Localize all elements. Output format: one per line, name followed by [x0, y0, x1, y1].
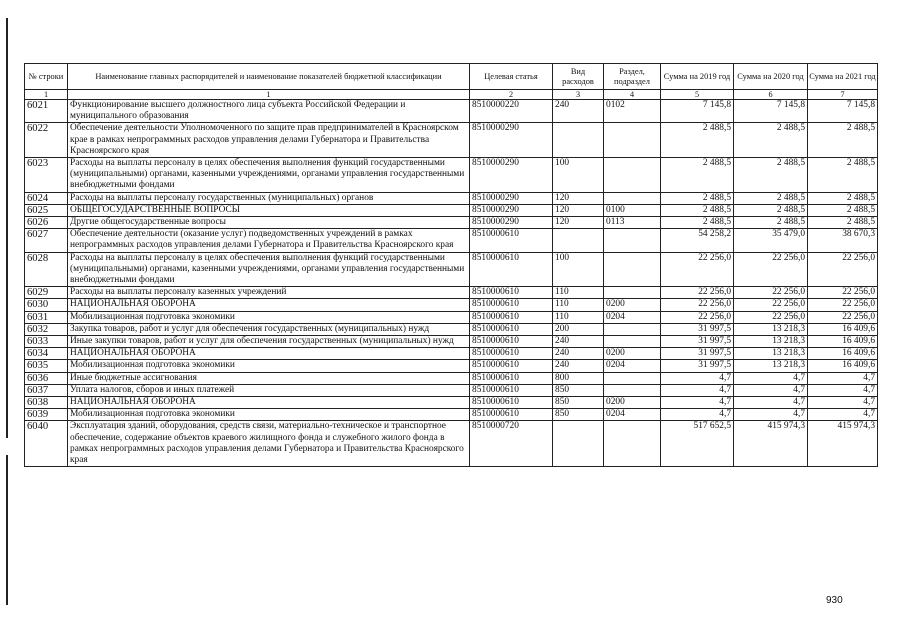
row-sum-2020: 2 488,5: [734, 217, 808, 229]
row-section: [604, 192, 661, 204]
row-sum-2020: 2 488,5: [734, 123, 808, 158]
row-name: Иные закупки товаров, работ и услуг для обеспечения государственных (муниципальных) нужд: [68, 336, 470, 348]
row-target-article: 8510000610: [470, 409, 553, 421]
row-sum-2020: 4,7: [734, 397, 808, 409]
row-section: 0102: [604, 100, 661, 123]
row-section: [604, 252, 661, 287]
row-section: 0204: [604, 360, 661, 372]
row-code: 6033: [25, 336, 68, 348]
table-row: [25, 204, 878, 216]
row-sum-2019: 2 488,5: [661, 158, 734, 193]
row-target-article: 8510000610: [470, 323, 553, 335]
row-expense-type: 850: [553, 409, 604, 421]
row-sum-2021: 4,7: [808, 409, 878, 421]
row-target-article: 8510000290: [470, 204, 553, 216]
row-expense-type: 100: [553, 158, 604, 193]
row-name: Иные бюджетные ассигнования: [68, 372, 470, 384]
row-name: Функционирование высшего должностного лица субъекта Российской Федерации и муниципального образования: [68, 100, 470, 123]
row-section: 0204: [604, 311, 661, 323]
row-expense-type: 240: [553, 360, 604, 372]
table-row: [25, 299, 878, 311]
row-target-article: 8510000610: [470, 252, 553, 287]
table-row: [25, 397, 878, 409]
row-expense-type: 240: [553, 336, 604, 348]
row-sum-2020: 22 256,0: [734, 311, 808, 323]
row-name: Мобилизационная подготовка экономики: [68, 311, 470, 323]
header-sum-2019: Сумма на 2019 год: [661, 64, 734, 90]
table-row: [25, 409, 878, 421]
row-sum-2020: 2 488,5: [734, 192, 808, 204]
row-code: 6022: [25, 123, 68, 158]
row-name: Обеспечение деятельности Уполномоченного по защите прав предпринимателей в Красноярском крае в рамках непрограммных расходов управления делами Губернатора и Правительства Красноярского края: [68, 123, 470, 158]
row-sum-2019: 517 652,5: [661, 421, 734, 467]
row-name: Мобилизационная подготовка экономики: [68, 360, 470, 372]
row-target-article: 8510000220: [470, 100, 553, 123]
row-section: 0204: [604, 409, 661, 421]
row-section: [604, 158, 661, 193]
row-sum-2019: 7 145,8: [661, 100, 734, 123]
row-target-article: 8510000610: [470, 299, 553, 311]
row-name: ОБЩЕГОСУДАРСТВЕННЫЕ ВОПРОСЫ: [68, 204, 470, 216]
row-sum-2021: 2 488,5: [808, 123, 878, 158]
row-section: [604, 229, 661, 252]
row-sum-2021: 2 488,5: [808, 204, 878, 216]
table-row: [25, 336, 878, 348]
row-expense-type: 120: [553, 204, 604, 216]
row-sum-2021: 22 256,0: [808, 252, 878, 287]
row-sum-2020: 22 256,0: [734, 252, 808, 287]
header-sum-2020: Сумма на 2020 год: [734, 64, 808, 90]
table-row: [25, 252, 878, 287]
row-target-article: 8510000290: [470, 217, 553, 229]
row-section: [604, 323, 661, 335]
table-row: [25, 372, 878, 384]
row-sum-2021: 16 409,6: [808, 336, 878, 348]
row-target-article: 8510000610: [470, 336, 553, 348]
row-name: Уплата налогов, сборов и иных платежей: [68, 384, 470, 396]
row-name: Расходы на выплаты персоналу в целях обеспечения выполнения функций государственными (муниципальными) органами, казенными учреждениями, органами управления государственными внебюджетными фондами: [68, 158, 470, 193]
table-header: [25, 64, 878, 100]
row-target-article: 8510000290: [470, 192, 553, 204]
row-section: [604, 336, 661, 348]
row-sum-2019: 22 256,0: [661, 287, 734, 299]
header-sum-2021: Сумма на 2021 год: [808, 64, 878, 90]
header-code: № строки: [25, 64, 68, 90]
table-row: [25, 100, 878, 123]
row-sum-2020: 4,7: [734, 372, 808, 384]
row-code: 6025: [25, 204, 68, 216]
row-code: 6021: [25, 100, 68, 123]
row-sum-2020: 7 145,8: [734, 100, 808, 123]
row-sum-2020: 22 256,0: [734, 287, 808, 299]
row-sum-2021: 4,7: [808, 384, 878, 396]
row-section: 0113: [604, 217, 661, 229]
header-name: Наименование главных распорядителей и наименование показателей бюджетной классификации: [68, 64, 470, 90]
row-code: 6034: [25, 348, 68, 360]
row-name: Расходы на выплаты персоналу в целях обеспечения выполнения функций государственными (муниципальными) органами, казенными учреждениями, органами управления государственными внебюджетными фондами: [68, 252, 470, 287]
column-number: 4: [604, 90, 661, 100]
row-sum-2020: 415 974,3: [734, 421, 808, 467]
row-code: 6036: [25, 372, 68, 384]
header-vid: Вид расходов: [553, 64, 604, 90]
row-target-article: 8510000290: [470, 158, 553, 193]
row-section: 0100: [604, 204, 661, 216]
row-sum-2021: 22 256,0: [808, 311, 878, 323]
row-sum-2019: 54 258,2: [661, 229, 734, 252]
row-sum-2021: 4,7: [808, 372, 878, 384]
header-razdel: Раздел, подраздел: [604, 64, 661, 90]
row-sum-2021: 4,7: [808, 397, 878, 409]
row-sum-2019: 31 997,5: [661, 336, 734, 348]
row-sum-2019: 4,7: [661, 397, 734, 409]
row-name: Расходы на выплаты персоналу казенных учреждений: [68, 287, 470, 299]
row-target-article: 8510000720: [470, 421, 553, 467]
row-code: 6029: [25, 287, 68, 299]
row-name: Закупка товаров, работ и услуг для обеспечения государственных (муниципальных) нужд: [68, 323, 470, 335]
column-number: 5: [661, 90, 734, 100]
row-name: НАЦИОНАЛЬНАЯ ОБОРОНА: [68, 348, 470, 360]
row-expense-type: 110: [553, 287, 604, 299]
row-sum-2021: 2 488,5: [808, 192, 878, 204]
row-sum-2021: 22 256,0: [808, 299, 878, 311]
table-row: [25, 348, 878, 360]
table-body: [25, 100, 878, 467]
row-expense-type: 110: [553, 299, 604, 311]
row-expense-type: [553, 229, 604, 252]
row-sum-2020: 2 488,5: [734, 158, 808, 193]
row-expense-type: 110: [553, 311, 604, 323]
row-target-article: 8510000610: [470, 229, 553, 252]
row-expense-type: 800: [553, 372, 604, 384]
table-row: [25, 384, 878, 396]
row-code: 6032: [25, 323, 68, 335]
budget-table: [24, 63, 878, 467]
column-number: 1: [25, 90, 68, 100]
row-sum-2020: 4,7: [734, 409, 808, 421]
row-sum-2019: 31 997,5: [661, 360, 734, 372]
row-name: Другие общегосударственные вопросы: [68, 217, 470, 229]
row-expense-type: [553, 421, 604, 467]
row-sum-2019: 22 256,0: [661, 311, 734, 323]
row-expense-type: 100: [553, 252, 604, 287]
row-sum-2021: 16 409,6: [808, 360, 878, 372]
row-sum-2019: 2 488,5: [661, 123, 734, 158]
row-name: Мобилизационная подготовка экономики: [68, 409, 470, 421]
table-row: [25, 311, 878, 323]
row-sum-2021: 16 409,6: [808, 323, 878, 335]
row-sum-2019: 2 488,5: [661, 204, 734, 216]
table-row: [25, 360, 878, 372]
row-sum-2020: 2 488,5: [734, 204, 808, 216]
row-sum-2020: 13 218,3: [734, 323, 808, 335]
row-expense-type: 240: [553, 348, 604, 360]
row-target-article: 8510000610: [470, 384, 553, 396]
column-number: 3: [553, 90, 604, 100]
column-number: 1: [68, 90, 470, 100]
row-code: 6031: [25, 311, 68, 323]
row-expense-type: [553, 123, 604, 158]
row-code: 6028: [25, 252, 68, 287]
row-sum-2021: 2 488,5: [808, 217, 878, 229]
column-number: 2: [470, 90, 553, 100]
column-number: 7: [808, 90, 878, 100]
table-row: [25, 287, 878, 299]
margin-rule: [6, 455, 8, 605]
row-sum-2019: 31 997,5: [661, 323, 734, 335]
row-section: [604, 421, 661, 467]
row-sum-2020: 22 256,0: [734, 299, 808, 311]
row-sum-2021: 22 256,0: [808, 287, 878, 299]
row-target-article: 8510000610: [470, 287, 553, 299]
row-name: НАЦИОНАЛЬНАЯ ОБОРОНА: [68, 397, 470, 409]
row-sum-2019: 31 997,5: [661, 348, 734, 360]
row-code: 6026: [25, 217, 68, 229]
row-code: 6027: [25, 229, 68, 252]
row-sum-2020: 13 218,3: [734, 360, 808, 372]
table-row: [25, 158, 878, 193]
row-sum-2021: 415 974,3: [808, 421, 878, 467]
row-sum-2020: 4,7: [734, 384, 808, 396]
table-row: [25, 229, 878, 252]
row-sum-2021: 16 409,6: [808, 348, 878, 360]
row-expense-type: 850: [553, 397, 604, 409]
row-sum-2020: 35 479,0: [734, 229, 808, 252]
row-sum-2019: 22 256,0: [661, 299, 734, 311]
row-sum-2019: 22 256,0: [661, 252, 734, 287]
row-target-article: 8510000290: [470, 123, 553, 158]
row-target-article: 8510000610: [470, 311, 553, 323]
row-name: Расходы на выплаты персоналу государственных (муниципальных) органов: [68, 192, 470, 204]
row-name: Обеспечение деятельности (оказание услуг) подведомственных учреждений в рамках непрограммных расходов управления делами Губернатора и Правительства Красноярского края: [68, 229, 470, 252]
row-code: 6040: [25, 421, 68, 467]
row-section: 0200: [604, 299, 661, 311]
row-name: Эксплуатация зданий, оборудования, средств связи, материально-техническое и транспортное обеспечение, содержание объектов краевого жилищного фонда и служебного жилого фонда в рамках непрограммных расходов управления делами Губернатора и Правительства Красноярского края: [68, 421, 470, 467]
row-code: 6037: [25, 384, 68, 396]
row-sum-2019: 4,7: [661, 384, 734, 396]
table-row: [25, 323, 878, 335]
table-row: [25, 123, 878, 158]
page-number: 930: [826, 595, 843, 606]
column-numbers-row: [25, 90, 878, 100]
row-section: 0200: [604, 397, 661, 409]
row-code: 6035: [25, 360, 68, 372]
row-expense-type: 120: [553, 192, 604, 204]
row-section: [604, 287, 661, 299]
header-target: Целевая статья: [470, 64, 553, 90]
row-code: 6038: [25, 397, 68, 409]
row-name: НАЦИОНАЛЬНАЯ ОБОРОНА: [68, 299, 470, 311]
row-target-article: 8510000610: [470, 348, 553, 360]
row-section: 0200: [604, 348, 661, 360]
row-target-article: 8510000610: [470, 360, 553, 372]
row-sum-2020: 13 218,3: [734, 336, 808, 348]
column-number: 6: [734, 90, 808, 100]
row-sum-2019: 2 488,5: [661, 217, 734, 229]
table-row: [25, 217, 878, 229]
row-sum-2021: 38 670,3: [808, 229, 878, 252]
row-code: 6039: [25, 409, 68, 421]
row-target-article: 8510000610: [470, 372, 553, 384]
row-sum-2019: 4,7: [661, 409, 734, 421]
margin-rule: [6, 18, 8, 438]
row-sum-2021: 7 145,8: [808, 100, 878, 123]
row-section: [604, 372, 661, 384]
row-section: [604, 123, 661, 158]
row-code: 6023: [25, 158, 68, 193]
row-expense-type: 850: [553, 384, 604, 396]
row-sum-2021: 2 488,5: [808, 158, 878, 193]
row-code: 6024: [25, 192, 68, 204]
row-sum-2019: 2 488,5: [661, 192, 734, 204]
row-expense-type: 240: [553, 100, 604, 123]
table-row: [25, 192, 878, 204]
row-sum-2019: 4,7: [661, 372, 734, 384]
row-sum-2020: 13 218,3: [734, 348, 808, 360]
row-code: 6030: [25, 299, 68, 311]
row-expense-type: 200: [553, 323, 604, 335]
table-row: [25, 421, 878, 467]
row-section: [604, 384, 661, 396]
row-target-article: 8510000610: [470, 397, 553, 409]
row-expense-type: 120: [553, 217, 604, 229]
